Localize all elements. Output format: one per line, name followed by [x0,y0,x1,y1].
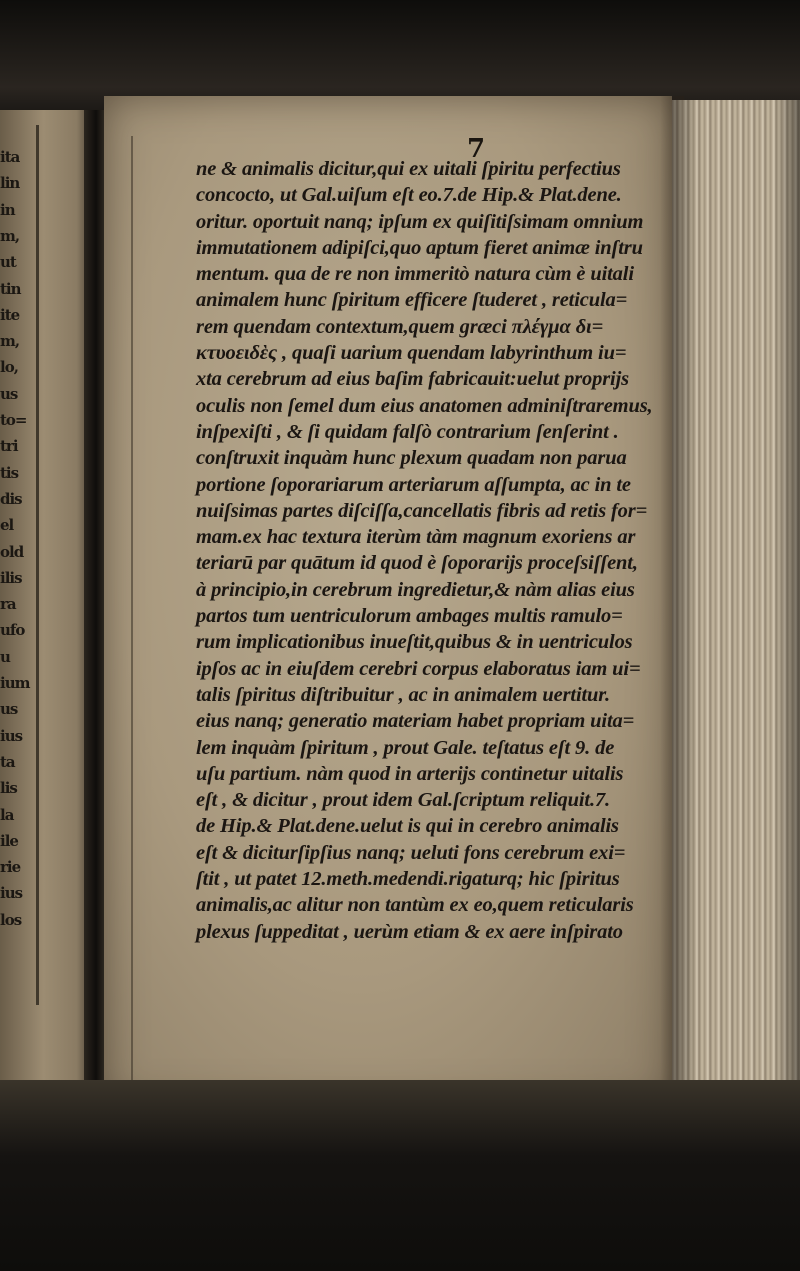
left-page-fragment: ra [0,595,16,614]
text-line: immutationem adipiſci,quo aptum fieret animæ inſtru [196,236,643,259]
text-line: animalem hunc ſpiritum efficere ſtuderet , reticula= [196,289,628,312]
left-page-rule [36,125,39,1005]
text-line: eſt , & dicitur , prout idem Gal.ſcriptum reliquit.7. [196,789,611,812]
left-page-fragment: dis [0,489,22,508]
text-line: animalis,ac alitur non tantùm ex eo,quem reticularis [196,894,634,917]
left-page-fragment: ium [0,674,30,692]
left-page-fragment: tri [0,437,18,456]
left-page-fragment: ius [0,884,23,903]
left-page-fragment: tin [0,279,21,298]
text-line: mam.ex hac textura iterùm tàm magnum exoriens ar [196,526,636,549]
text-line: plexus ſuppeditat , uerùm etiam & ex aere inſpirato [196,920,623,943]
left-page-fragment: los [0,910,22,929]
text-line: de Hip.& Plat.dene.uelut is qui in cerebro animalis [196,815,619,838]
text-line: à principio,in cerebrum ingredietur,& nàm alias eius [196,578,635,601]
bottom-shadow [0,1080,800,1271]
text-line: ipſos ac in eiuſdem cerebri corpus elaboratus iam ui= [196,657,641,680]
left-page-fragment: ita [0,148,20,166]
left-page-fragment: lin [0,174,20,193]
text-line: eius nanq; generatio materiam habet propriam uita= [196,710,635,733]
left-page-fragment: lis [0,779,17,798]
text-line: rum implicationibus inueſtit,quibus & in uentriculos [196,631,633,654]
left-page-fragment: tis [0,463,19,482]
left-page-fragment: ut [0,253,16,272]
text-line: xta cerebrum ad eius baſim fabricauit:uelut proprijs [196,368,629,391]
left-page-fragment: lo, [0,358,18,377]
left-page-fragment: m, [0,226,20,245]
fore-edge-pages [672,100,800,1100]
text-line: conſtruxit inquàm hunc plexum quadam non parua [196,447,627,470]
text-line: eſt & diciturſipſius nanq; ueluti fons cerebrum exi= [196,841,626,864]
main-page [104,96,672,1106]
left-page-fragment: rie [0,858,21,877]
text-line: inſpexiſti , & ſi quidam falſò contrarium ſenſerint . [196,420,619,443]
text-line: oculis non ſemel dum eius anatomen adminiſtraremus, [196,394,653,417]
text-line: oritur. oportuit nanq; ipſum ex quiſitiſsimam omnium [196,210,644,233]
text-line: ne & animalis dicitur,qui ex uitali ſpiritu perfectius [196,158,621,180]
text-line: ſtit , ut patet 12.meth.medendi.rigaturq; hic ſpiritus [196,868,620,891]
page-number: 7 [467,134,486,164]
text-line: κτυοειδὲς , quaſi uarium quendam labyrinthum iu= [196,342,627,365]
body-text [196,156,656,945]
left-page-fragment: us [0,700,18,719]
left-page-fragment: to= [0,411,27,429]
text-line: lem inquàm ſpiritum , prout Gale. teſtatus eſt 9. de [196,736,615,759]
left-page-fragment: u [0,647,10,666]
left-page-fragment: ile [0,831,18,850]
text-line: rem quendam contextum,quem græci πλέγμα δι= [196,315,604,338]
left-page-fragment: ite [0,305,20,324]
left-facing-page [0,110,96,1100]
text-line: mentum. qua de re non immeritò natura cùm è uitali [196,263,634,286]
text-line: nuiſsimas partes diſciſſa,cancellatis fibris ad retis for= [196,499,648,522]
left-page-fragment: m, [0,332,20,351]
left-page-fragment: old [0,542,24,561]
left-page-fragment: ufo [0,621,25,640]
text-line: partos tum uentriculorum ambages multis ramulo= [196,605,623,628]
text-line: portione ſoporariarum arteriarum aſſumpta, ac in te [196,473,631,496]
margin-rule [131,136,133,1096]
left-page-fragment: el [0,516,14,535]
left-page-fragment: us [0,384,18,403]
text-line: talis ſpiritus diſtribuitur , ac in animalem uertitur. [196,683,610,706]
left-page-fragment: in [0,200,15,219]
text-line: teriarū par quātum id quod è ſoporarijs proceſsiſſent, [196,552,638,575]
left-page-fragment: ta [0,752,15,771]
text-line: uſu partium. nàm quod in arterijs continetur uitalis [196,762,624,785]
left-page-fragment: ius [0,726,23,745]
left-page-fragment: ilis [0,568,22,587]
left-page-fragment: la [0,805,14,824]
text-line: concocto, ut Gal.uiſum eſt eo.7.de Hip.& Plat.dene. [196,184,622,207]
